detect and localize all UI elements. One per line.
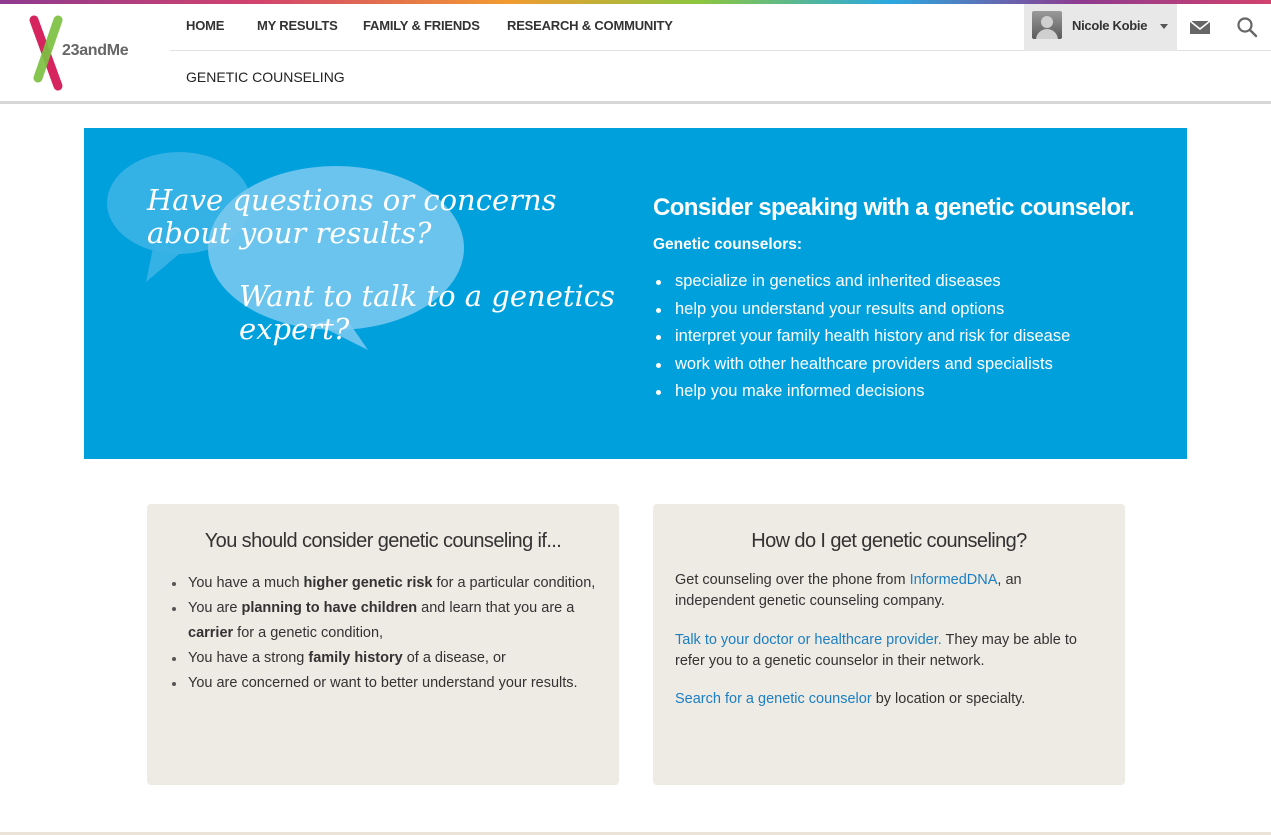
list-item: interpret your family health history and risk for disease — [653, 323, 1173, 351]
item-text: You are concerned or want to better understand your results. — [188, 675, 578, 691]
search-counselor-link[interactable]: Search for a genetic counselor — [675, 691, 872, 707]
paragraph-text: They may be able to refer you to a genetic counselor in their network. — [675, 632, 1077, 669]
list-item — [169, 596, 599, 646]
list-item: help you make informed decisions — [653, 378, 1173, 406]
list-item: work with other healthcare providers and specialists — [653, 351, 1173, 379]
item-text: You have a strong — [188, 650, 309, 666]
site-header — [0, 4, 1271, 104]
item-bold-text: planning to have children — [241, 600, 418, 616]
card-title: You should consider genetic counseling if... — [204, 530, 562, 552]
item-text: You have a much — [188, 575, 304, 591]
hero-title: Consider speaking with a genetic counselor. — [653, 194, 1134, 221]
list-item: help you understand your results and options — [653, 296, 1173, 324]
item-bold-text: family history — [308, 650, 403, 666]
hero-bullet-list — [653, 268, 1173, 406]
item-text: of a disease, or — [402, 650, 506, 666]
paragraph-text: , an independent genetic counseling company. — [675, 572, 1022, 609]
item-bold-text: higher genetic risk — [303, 575, 433, 591]
nav-family-friends[interactable]: FAMILY & FRIENDS — [363, 18, 480, 33]
nav-home[interactable]: HOME — [186, 18, 225, 33]
list-item — [169, 671, 599, 696]
logo-text: 23andMe — [62, 42, 129, 59]
hero-subtitle: Genetic counselors: — [653, 236, 803, 253]
how-to-get-counseling-card — [653, 504, 1125, 785]
user-name: Nicole Kobie — [1072, 18, 1148, 33]
list-item — [169, 646, 599, 671]
informeddna-link[interactable]: InformedDNA — [909, 572, 998, 588]
list-item: specialize in genetics and inherited diseases — [653, 268, 1173, 296]
user-menu[interactable] — [1024, 4, 1177, 51]
item-text: for a particular condition, — [432, 575, 596, 591]
consider-list — [169, 571, 599, 696]
nav-my-results[interactable]: MY RESULTS — [257, 18, 338, 33]
chevron-down-icon — [1160, 24, 1168, 29]
hero-question-1: Have questions or concerns about your results? — [147, 183, 557, 250]
item-text: You are — [188, 600, 242, 616]
item-text: and learn that you are a — [417, 600, 575, 616]
doctor-paragraph — [675, 630, 1105, 672]
hero-question-2: Want to talk to a genetics expert? — [239, 279, 615, 346]
avatar — [1032, 11, 1062, 39]
informeddna-paragraph — [675, 570, 1105, 612]
paragraph-text: Get counseling over the phone from — [675, 572, 910, 588]
nav-genetic-counseling[interactable]: GENETIC COUNSELING — [186, 69, 345, 85]
item-text: for a genetic condition, — [233, 625, 384, 641]
nav-research-community[interactable]: RESEARCH & COMMUNITY — [507, 18, 673, 33]
item-bold-text: carrier — [188, 625, 234, 641]
mail-icon[interactable] — [1189, 19, 1211, 35]
search-icon[interactable] — [1236, 16, 1258, 38]
consider-counseling-card — [147, 504, 619, 785]
logo[interactable] — [28, 14, 148, 92]
search-counselor-paragraph — [675, 689, 1105, 710]
paragraph-text: by location or specialty. — [871, 691, 1026, 707]
hero-banner — [84, 128, 1187, 459]
list-item — [169, 571, 599, 596]
talk-to-doctor-link[interactable]: Talk to your doctor or healthcare provider. — [675, 632, 942, 648]
hero-info — [653, 192, 1173, 406]
card-title: How do I get genetic counseling? — [751, 530, 1027, 552]
